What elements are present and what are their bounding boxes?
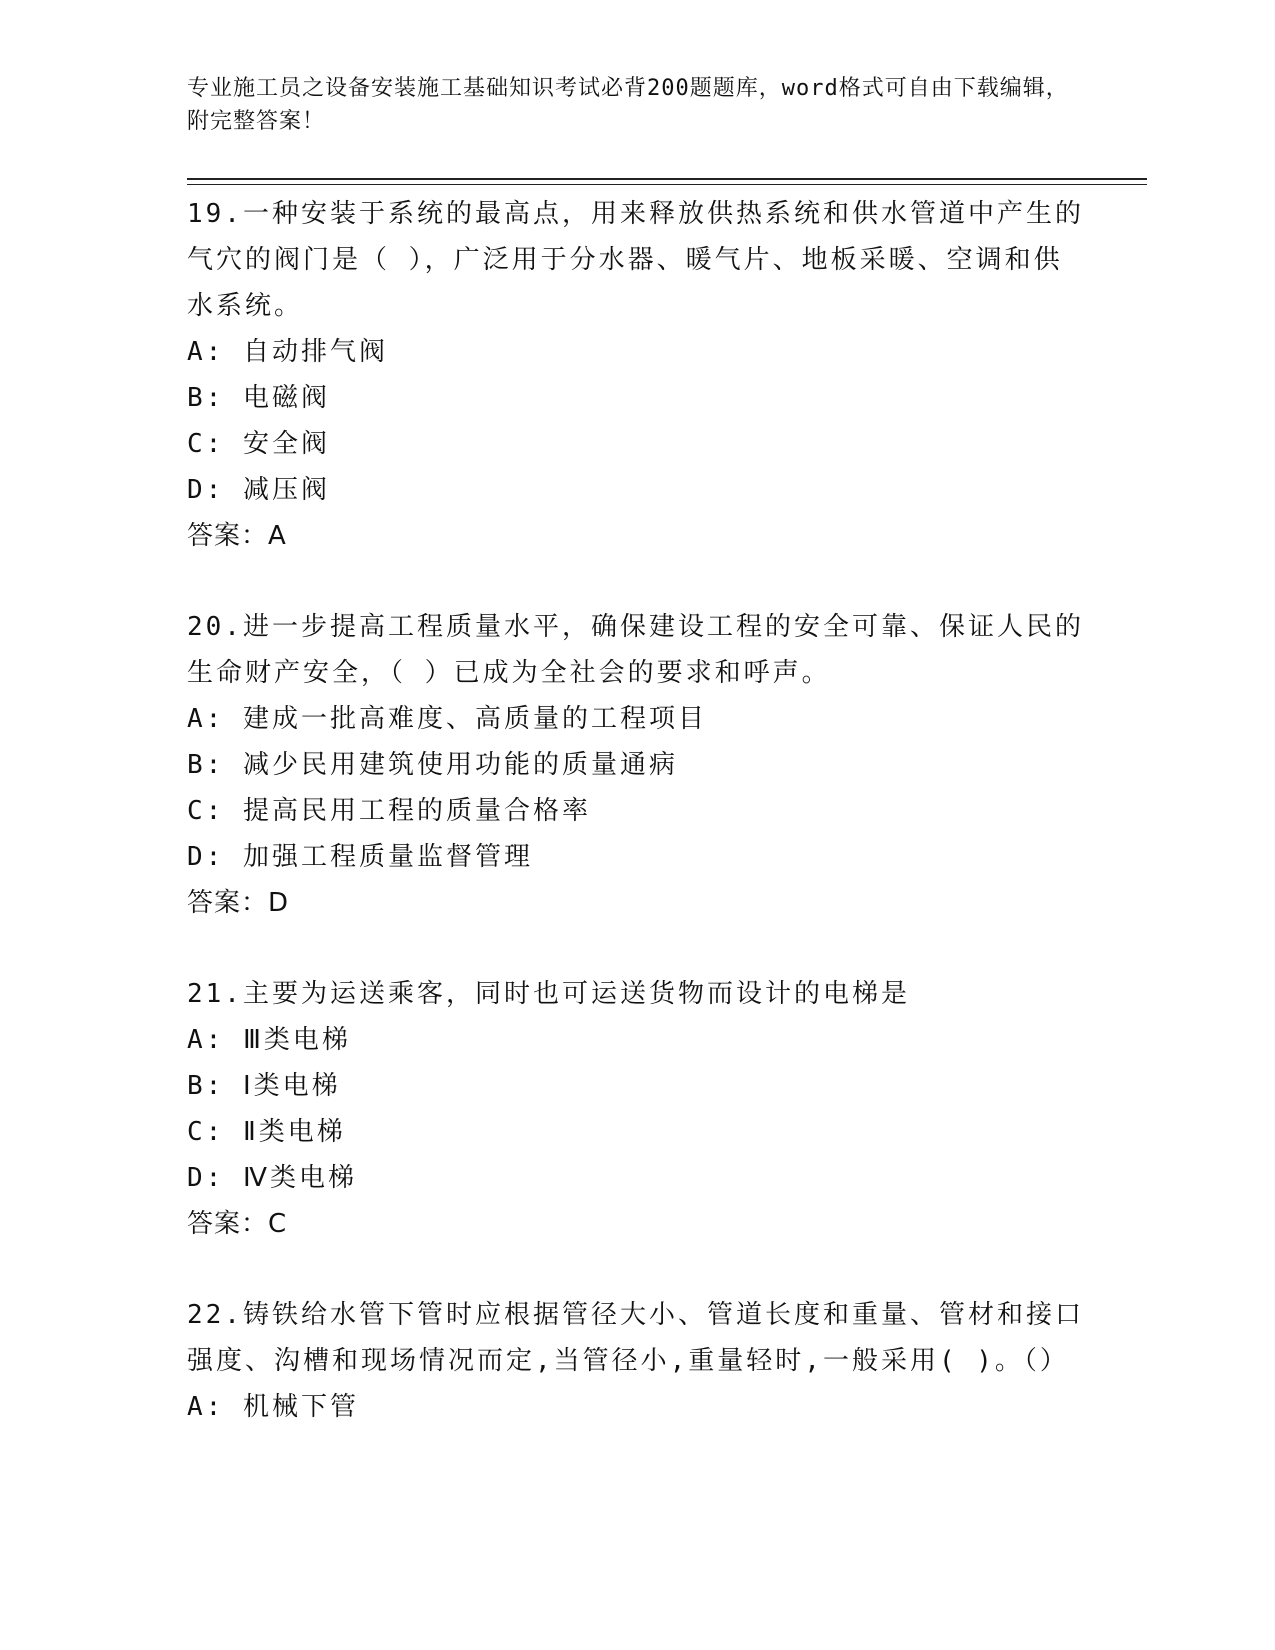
question-19 [187, 191, 1087, 559]
option-d: D: 减压阀 [187, 475, 330, 505]
option-d: D: Ⅳ类电梯 [187, 1163, 357, 1193]
answer-line: 答案：C [187, 1209, 288, 1239]
question-21 [187, 971, 1087, 1247]
question-text: 22.铸铁给水管下管时应根据管径大小、管道长度和重量、管材和接口强度、沟槽和现场情况而定,当管径小,重量轻时,一般采用( )。（） [187, 1300, 1084, 1376]
option-b: B: Ⅰ类电梯 [187, 1071, 341, 1101]
question-text: 19.一种安装于系统的最高点，用来释放供热系统和供水管道中产生的气穴的阀门是（ ），广泛用于分水器、暖气片、地板采暖、空调和供水系统。 [187, 199, 1084, 321]
header-divider-thick [187, 178, 1147, 180]
option-a: A: Ⅲ类电梯 [187, 1025, 351, 1055]
option-d: D: 加强工程质量监督管理 [187, 842, 533, 872]
option-c: C: 提高民用工程的质量合格率 [187, 796, 591, 826]
option-c: C: 安全阀 [187, 429, 330, 459]
option-b: B: 减少民用建筑使用功能的质量通病 [187, 750, 678, 780]
option-a: A: 自动排气阀 [187, 337, 388, 367]
option-a: A: 机械下管 [187, 1392, 359, 1422]
option-a: A: 建成一批高难度、高质量的工程项目 [187, 704, 707, 734]
document-header: 专业施工员之设备安装施工基础知识考试必背200题题库，word格式可自由下载编辑，附完整答案！ [187, 76, 1069, 134]
question-22 [187, 1292, 1087, 1430]
answer-line: 答案：A [187, 521, 287, 551]
option-b: B: 电磁阀 [187, 383, 330, 413]
question-20 [187, 604, 1087, 926]
question-text: 20.进一步提高工程质量水平，确保建设工程的安全可靠、保证人民的生命财产安全，（ ）已成为全社会的要求和呼声。 [187, 612, 1084, 688]
answer-line: 答案：D [187, 888, 290, 918]
question-list [187, 191, 1087, 1475]
header-divider-thin [187, 184, 1147, 185]
option-c: C: Ⅱ类电梯 [187, 1117, 346, 1147]
question-text: 21.主要为运送乘客，同时也可运送货物而设计的电梯是 [187, 979, 910, 1009]
